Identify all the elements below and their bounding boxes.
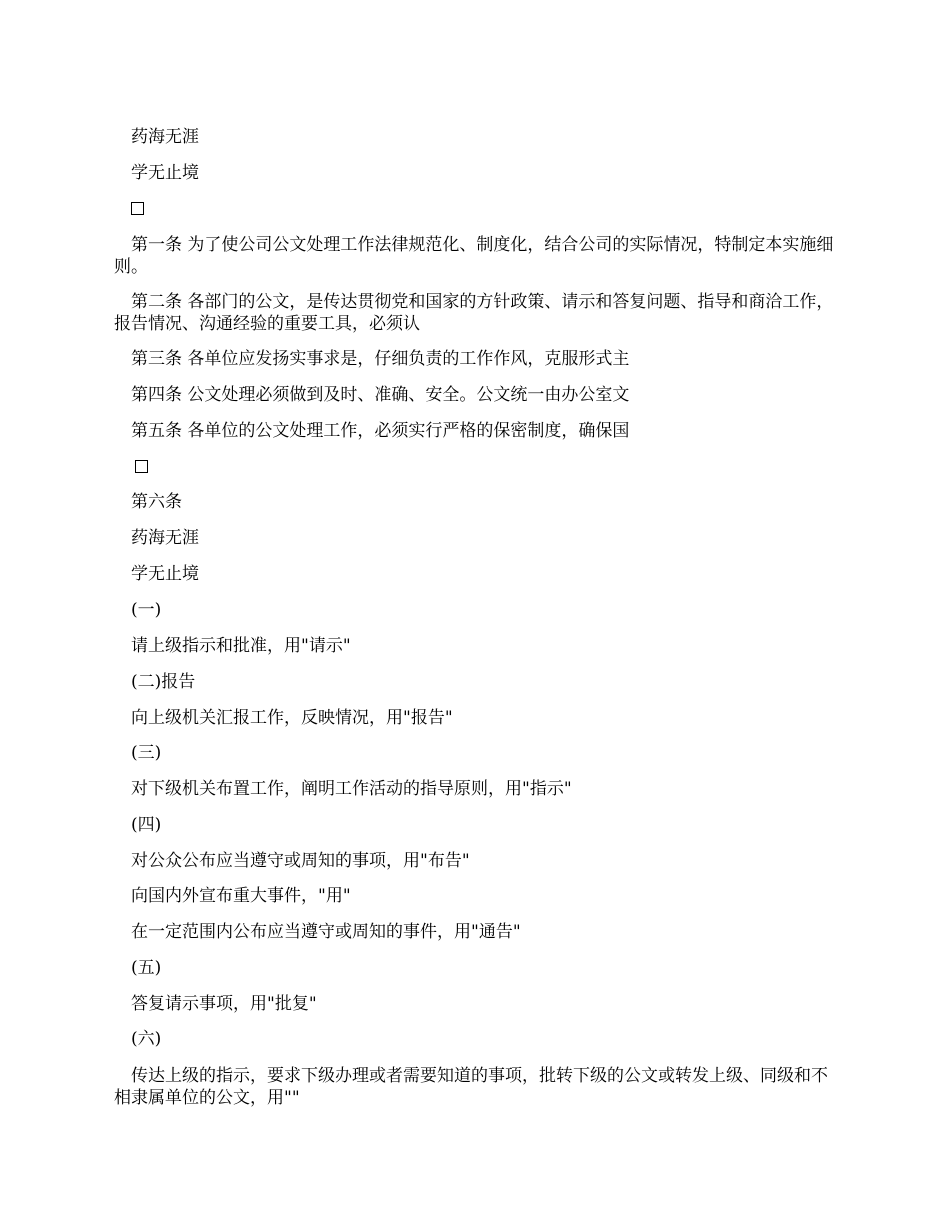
item-6-text: 传达上级的指示，要求下级办理或者需要知道的事项，批转下级的公文或转发上级、同级和不相隶属单位的公文，用"" (114, 1066, 828, 1108)
item-2-text: 向上级机关汇报工作，反映情况，用"报告" (131, 708, 453, 728)
item-6-label: (六) (131, 1029, 162, 1049)
item-3-text: 对下级机关布置工作，阐明工作活动的指导原则，用"指示" (131, 779, 572, 799)
repeat-header-line-2: 学无止境 (131, 564, 199, 584)
checkbox-icon (131, 202, 144, 215)
item-4-label: (四) (131, 815, 162, 835)
item-5-text: 答复请示事项，用"批复" (131, 994, 317, 1014)
item-1-text: 请上级指示和批准，用"请示" (131, 636, 351, 656)
item-4-text-a: 对公众公布应当遵守或周知的事项，用"布告" (131, 851, 470, 871)
article-1: 第一条 为了使公司公文处理工作法律规范化、制度化，结合公司的实际情况，特制定本实施细则。 (114, 235, 834, 277)
article-2: 第二条 各部门的公文，是传达贯彻党和国家的方针政策、请示和答复问题、指导和商洽工作，报告情况、沟通经验的重要工具，必须认 (114, 292, 834, 334)
item-2-label: (二)报告 (131, 672, 196, 692)
article-6: 第六条 (131, 492, 182, 512)
repeat-header-line-1: 药海无涯 (131, 528, 199, 548)
item-4-text-c: 在一定范围内公布应当遵守或周知的事件，用"通告" (131, 922, 521, 942)
article-4: 第四条 公文处理必须做到及时、准确、安全。公文统一由办公室文 (131, 385, 630, 405)
checkbox-placeholder-2 (114, 457, 865, 479)
header-line-2: 学无止境 (131, 163, 199, 183)
checkbox-icon (135, 460, 148, 473)
item-5-label: (五) (131, 958, 162, 978)
article-3: 第三条 各单位应发扬实事求是，仔细负责的工作作风，克服形式主 (131, 349, 630, 369)
item-4-text-b: 向国内外宣布重大事件，"用" (131, 886, 351, 906)
item-1-label: (一) (131, 600, 162, 620)
item-3-label: (三) (131, 743, 162, 763)
article-5: 第五条 各单位的公文处理工作，必须实行严格的保密制度，确保国 (131, 421, 630, 441)
header-line-1: 药海无涯 (131, 127, 199, 147)
checkbox-placeholder (114, 199, 861, 221)
